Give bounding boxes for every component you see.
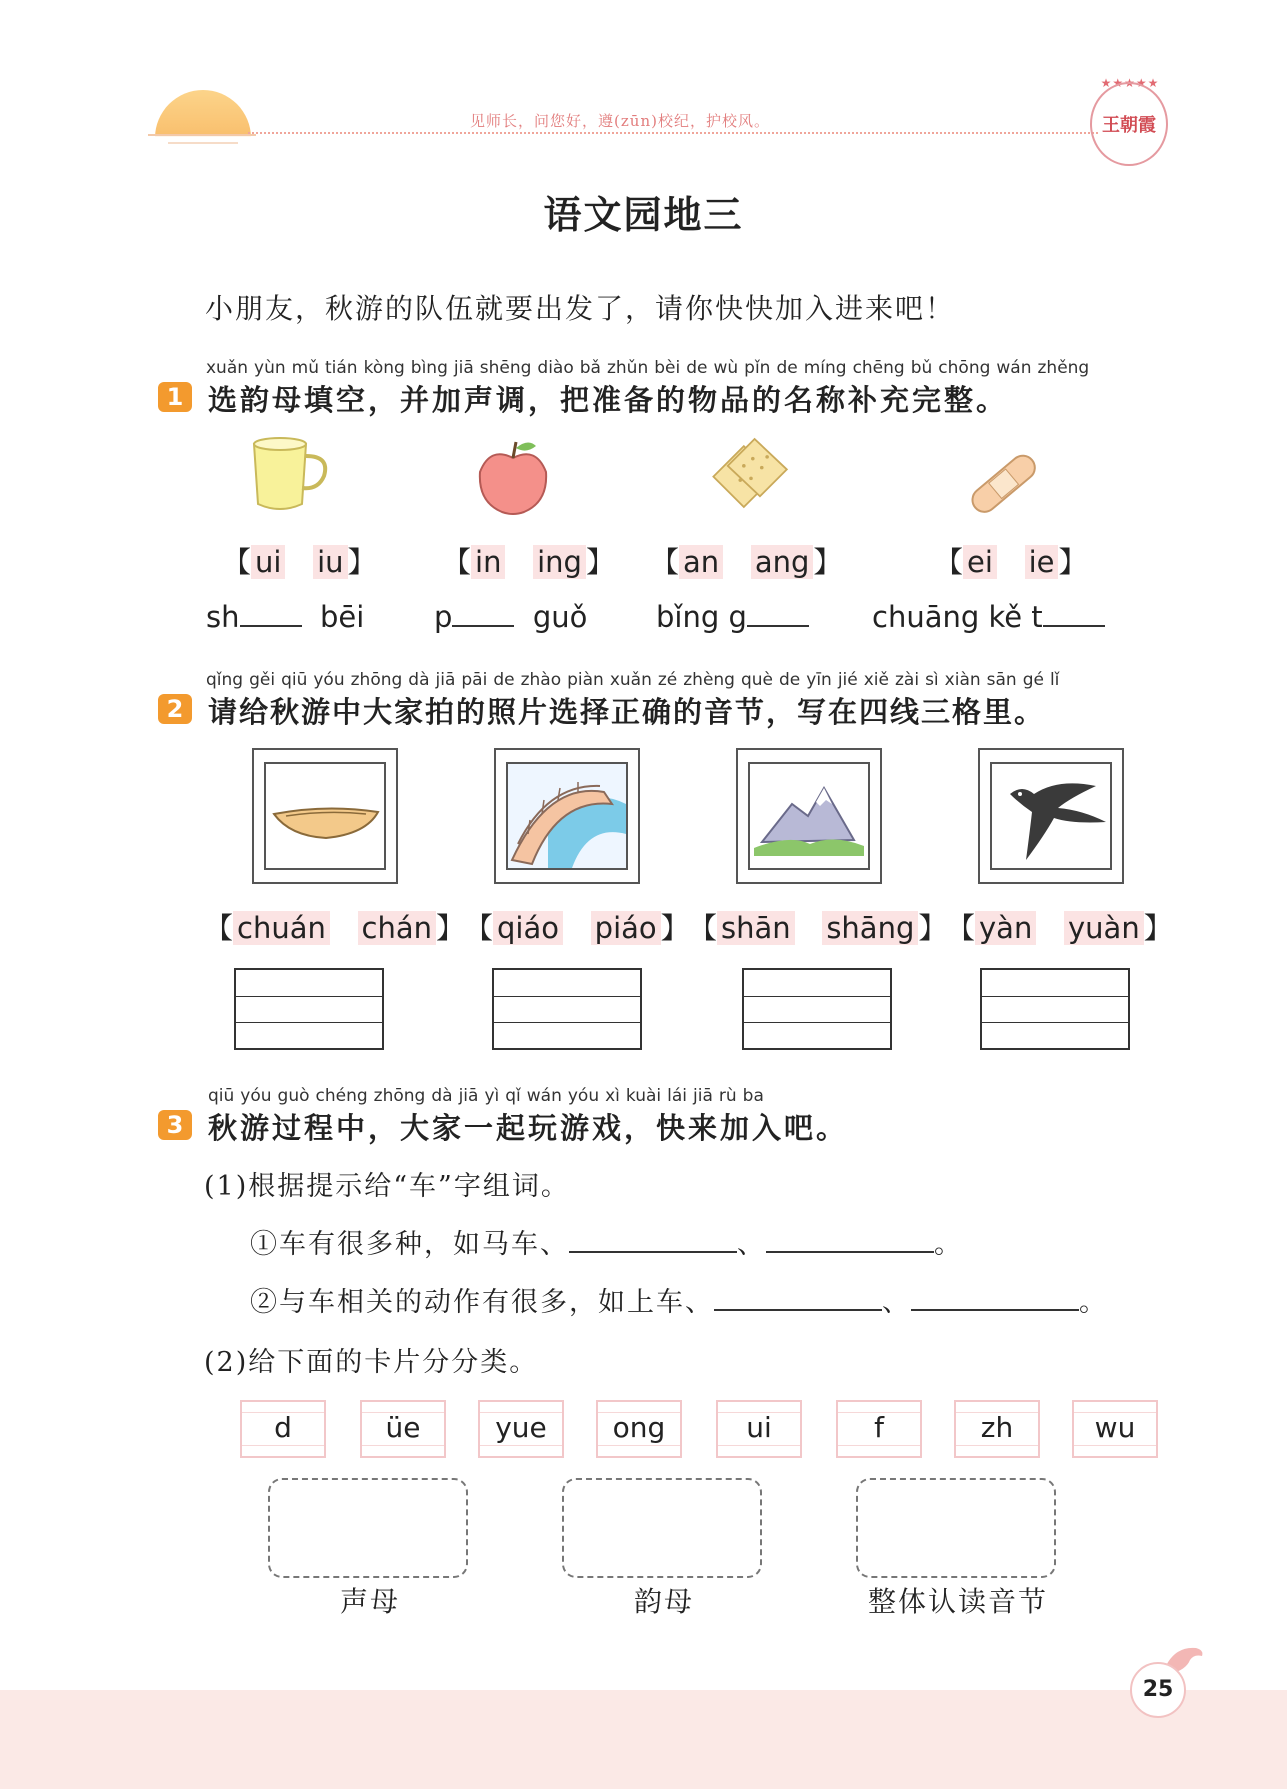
photo (264, 762, 386, 870)
pinyin-syllable: pāi (461, 670, 488, 690)
option-bracket (222, 540, 377, 581)
cup-icon (246, 432, 332, 518)
question-pinyin (206, 670, 1146, 690)
pinyin-syllable: tián (324, 358, 358, 378)
mountain-icon (750, 764, 868, 868)
pinyin-card[interactable]: yue (478, 1400, 564, 1458)
bracket-left: 【 (204, 911, 234, 945)
pinyin-card[interactable]: ong (596, 1400, 682, 1458)
bracket-left: 【 (464, 911, 494, 945)
pinyin-syllable: ba (742, 1086, 764, 1106)
answer-blank[interactable] (452, 625, 514, 627)
pinyin-syllable: yùn (254, 358, 286, 378)
photo (990, 762, 1112, 870)
header-motto: 见师长，问您好，遵(zūn)校纪，护校风。 (470, 112, 770, 130)
pinyin-syllable: de (686, 358, 708, 378)
fill-item (656, 600, 809, 634)
bracket-left: 【 (442, 545, 472, 579)
bracket-left: 【 (934, 545, 964, 579)
page-number: 25 (1130, 1662, 1186, 1718)
question-number: 2 (158, 694, 192, 724)
fill-item (206, 600, 364, 634)
question-text: 秋游过程中，大家一起玩游戏，快来加入吧。 (208, 1111, 849, 1145)
pinyin-card[interactable]: üe (360, 1400, 446, 1458)
option: shāng (822, 911, 918, 945)
question-number: 1 (158, 382, 192, 412)
option-bracket (464, 906, 690, 947)
sunset-icon (155, 90, 251, 186)
bracket-right: 】 (585, 545, 615, 579)
pinyin-syllable: jiā (693, 1086, 713, 1106)
option: yuàn (1064, 911, 1144, 945)
pinyin-syllable: wù (713, 358, 739, 378)
pinyin-syllable: mǔ (291, 358, 319, 378)
pinyin-syllable: pǐn (744, 358, 771, 378)
sort-box-initials[interactable] (268, 1478, 468, 1578)
pinyin-syllable: piàn (567, 670, 604, 690)
pinyin-syllable: jiā (458, 1086, 479, 1106)
pinyin-syllable: wán (996, 358, 1032, 378)
option: ui (251, 545, 285, 579)
pinyin-card[interactable]: d (240, 1400, 326, 1458)
fill-prefix: bǐng g (656, 600, 747, 634)
pinyin-syllable: de (493, 670, 515, 690)
option: yàn (975, 911, 1036, 945)
bracket-right: 】 (1143, 911, 1173, 945)
pinyin-syllable: yīn (806, 670, 832, 690)
question-pinyin (206, 358, 1146, 378)
option: chuán (233, 911, 330, 945)
intro-text: 小朋友，秋游的队伍就要出发了，请你快快加入进来吧！ (205, 292, 956, 325)
swallow-icon (992, 764, 1110, 868)
pinyin-syllable: míng (803, 358, 847, 378)
question-pinyin (208, 1086, 948, 1106)
pinyin-syllable: xuǎn (609, 670, 652, 690)
option: in (471, 545, 505, 579)
full-stop: 。 (934, 1229, 963, 1260)
pinyin-syllable: lái (667, 1086, 688, 1106)
option-bracket (204, 906, 465, 947)
pinyin-syllable: chéng (315, 1086, 368, 1106)
bracket-right: 】 (918, 911, 948, 945)
pinyin-syllable: shēng (479, 358, 532, 378)
photo-frame (252, 748, 398, 884)
pinyin-syllable: chōng (938, 358, 991, 378)
pinyin-syllable: yóu (240, 1086, 272, 1106)
fill-suffix: guǒ (532, 600, 588, 634)
option: qiáo (493, 911, 563, 945)
option-bracket (650, 540, 842, 581)
apple-icon (470, 436, 556, 522)
pinyin-card[interactable]: zh (954, 1400, 1040, 1458)
option: chán (358, 911, 436, 945)
option: shān (717, 911, 795, 945)
pinyin-syllable: zé (657, 670, 678, 690)
pinyin-syllable: sān (986, 670, 1017, 690)
pinyin-syllable: bǔ (910, 358, 933, 378)
pinyin-syllable: qǐ (505, 1086, 521, 1106)
pinyin-syllable: kòng (363, 358, 405, 378)
pinyin-syllable: jiā (435, 670, 456, 690)
option: ei (963, 545, 997, 579)
option: an (679, 545, 723, 579)
bracket-left: 【 (650, 545, 680, 579)
pinyin-card[interactable]: ui (716, 1400, 802, 1458)
pinyin-syllable: bèi (654, 358, 681, 378)
option: ie (1025, 545, 1059, 579)
pinyin-syllable: jié (837, 670, 858, 690)
pinyin-syllable: zhōng (373, 1086, 426, 1106)
pinyin-syllable: jiā (453, 358, 474, 378)
photo-frame (736, 748, 882, 884)
fill-suffix: bēi (319, 600, 365, 634)
pinyin-syllable: zhěng (1037, 358, 1090, 378)
pinyin-syllable: xiě (863, 670, 889, 690)
teacher-seal: 王朝霞 (1090, 82, 1168, 166)
pinyin-syllable: guò (277, 1086, 310, 1106)
separator: 、 (882, 1287, 911, 1318)
pinyin-syllable: yóu (313, 670, 345, 690)
pinyin-syllable: zhèng (683, 670, 735, 690)
page-title: 语文园地三 (543, 193, 744, 237)
fill-prefix: ②与车相关的动作有很多，如上车、 (250, 1287, 714, 1318)
pinyin-syllable: dà (431, 1086, 453, 1106)
four-line-grid[interactable] (492, 968, 642, 1050)
answer-blank[interactable] (569, 1251, 737, 1253)
pinyin-syllable: de (779, 670, 801, 690)
bracket-left: 【 (688, 911, 718, 945)
pinyin-card[interactable]: wu (1072, 1400, 1158, 1458)
option-bracket (688, 906, 947, 947)
category-label: 整体认读音节 (867, 1585, 1048, 1618)
option: ang (751, 545, 814, 579)
bracket-right: 】 (660, 911, 690, 945)
pinyin-syllable: zhǔn (606, 358, 649, 378)
option-bracket (946, 906, 1173, 947)
sort-box-whole-syllables[interactable] (856, 1478, 1056, 1578)
four-line-grid[interactable] (234, 968, 384, 1050)
question-text: 请给秋游中大家拍的照片选择正确的音节，写在四线三格里。 (208, 695, 1046, 729)
answer-blank[interactable] (1043, 625, 1105, 627)
answer-blank[interactable] (714, 1309, 882, 1311)
four-line-grid[interactable] (742, 968, 892, 1050)
fill-item (872, 600, 1105, 634)
category-label: 韵母 (633, 1585, 694, 1618)
four-line-grid[interactable] (980, 968, 1130, 1050)
pinyin-syllable: zài (894, 670, 920, 690)
bracket-left: 【 (222, 545, 252, 579)
pinyin-syllable: dà (408, 670, 430, 690)
biscuit-icon (708, 430, 794, 516)
pinyin-card[interactable]: f (836, 1400, 922, 1458)
answer-blank[interactable] (240, 625, 302, 627)
option: ing (533, 545, 586, 579)
bracket-right: 】 (1058, 545, 1088, 579)
pinyin-syllable: lǐ (1049, 670, 1060, 690)
footer-band (0, 1690, 1287, 1789)
question-text: 选韵母填空，并加声调，把准备的物品的名称补充完整。 (208, 383, 1009, 417)
boat-icon (266, 764, 384, 868)
pinyin-syllable: qiū (208, 1086, 235, 1106)
answer-blank[interactable] (766, 1251, 934, 1253)
divider (168, 142, 238, 144)
pinyin-syllable: yì (484, 1086, 500, 1106)
fill-item (434, 600, 587, 634)
pinyin-syllable: bǎ (579, 358, 601, 378)
answer-blank[interactable] (911, 1309, 1079, 1311)
header-rule (248, 132, 1098, 134)
fill-prefix: sh (206, 600, 240, 634)
pinyin-syllable: kuài (625, 1086, 662, 1106)
fill-prefix: chuāng kě t (872, 600, 1043, 634)
pinyin-syllable: de (776, 358, 798, 378)
answer-blank[interactable] (747, 625, 809, 627)
full-stop: 。 (1079, 1287, 1108, 1318)
pinyin-syllable: gé (1022, 670, 1044, 690)
option-bracket (934, 540, 1088, 581)
pinyin-syllable: zhōng (350, 670, 403, 690)
pinyin-syllable: sì (925, 670, 939, 690)
option-bracket (442, 540, 615, 581)
bandage-icon (960, 440, 1046, 526)
photo (506, 762, 628, 870)
pinyin-syllable: qǐng (206, 670, 244, 690)
pinyin-syllable: què (740, 670, 774, 690)
pinyin-syllable: xì (605, 1086, 620, 1106)
pinyin-syllable: xiàn (944, 670, 981, 690)
photo (748, 762, 870, 870)
pinyin-syllable: bìng (410, 358, 448, 378)
seal-stars: ★★★★★ (1100, 76, 1160, 90)
separator: 、 (737, 1229, 766, 1260)
pinyin-syllable: wán (526, 1086, 562, 1106)
pinyin-syllable: xuǎn (206, 358, 249, 378)
sub-question: (2)给下面的卡片分分类。 (204, 1347, 539, 1378)
option: piáo (591, 911, 661, 945)
pinyin-syllable: gěi (249, 670, 276, 690)
pinyin-syllable: chēng (852, 358, 905, 378)
category-label: 声母 (339, 1585, 400, 1618)
sort-box-finals[interactable] (562, 1478, 762, 1578)
fill-prefix: ①车有很多种，如马车、 (250, 1229, 569, 1260)
fill-prefix: p (434, 600, 453, 634)
bracket-left: 【 (946, 911, 976, 945)
bracket-right: 】 (436, 911, 466, 945)
pinyin-syllable: qiū (281, 670, 308, 690)
pinyin-syllable: diào (537, 358, 574, 378)
photo-frame (978, 748, 1124, 884)
photo-frame (494, 748, 640, 884)
fill-line (250, 1280, 1108, 1319)
bracket-right: 】 (347, 545, 377, 579)
pinyin-syllable: rù (718, 1086, 737, 1106)
bracket-right: 】 (813, 545, 843, 579)
divider (148, 134, 256, 136)
question-number: 3 (158, 1110, 192, 1140)
pinyin-syllable: zhào (520, 670, 562, 690)
pinyin-syllable: yóu (567, 1086, 600, 1106)
option: iu (313, 545, 347, 579)
bridge-icon (508, 764, 626, 868)
fill-line (250, 1222, 963, 1261)
sub-question: (1)根据提示给“车”字组词。 (204, 1171, 570, 1202)
